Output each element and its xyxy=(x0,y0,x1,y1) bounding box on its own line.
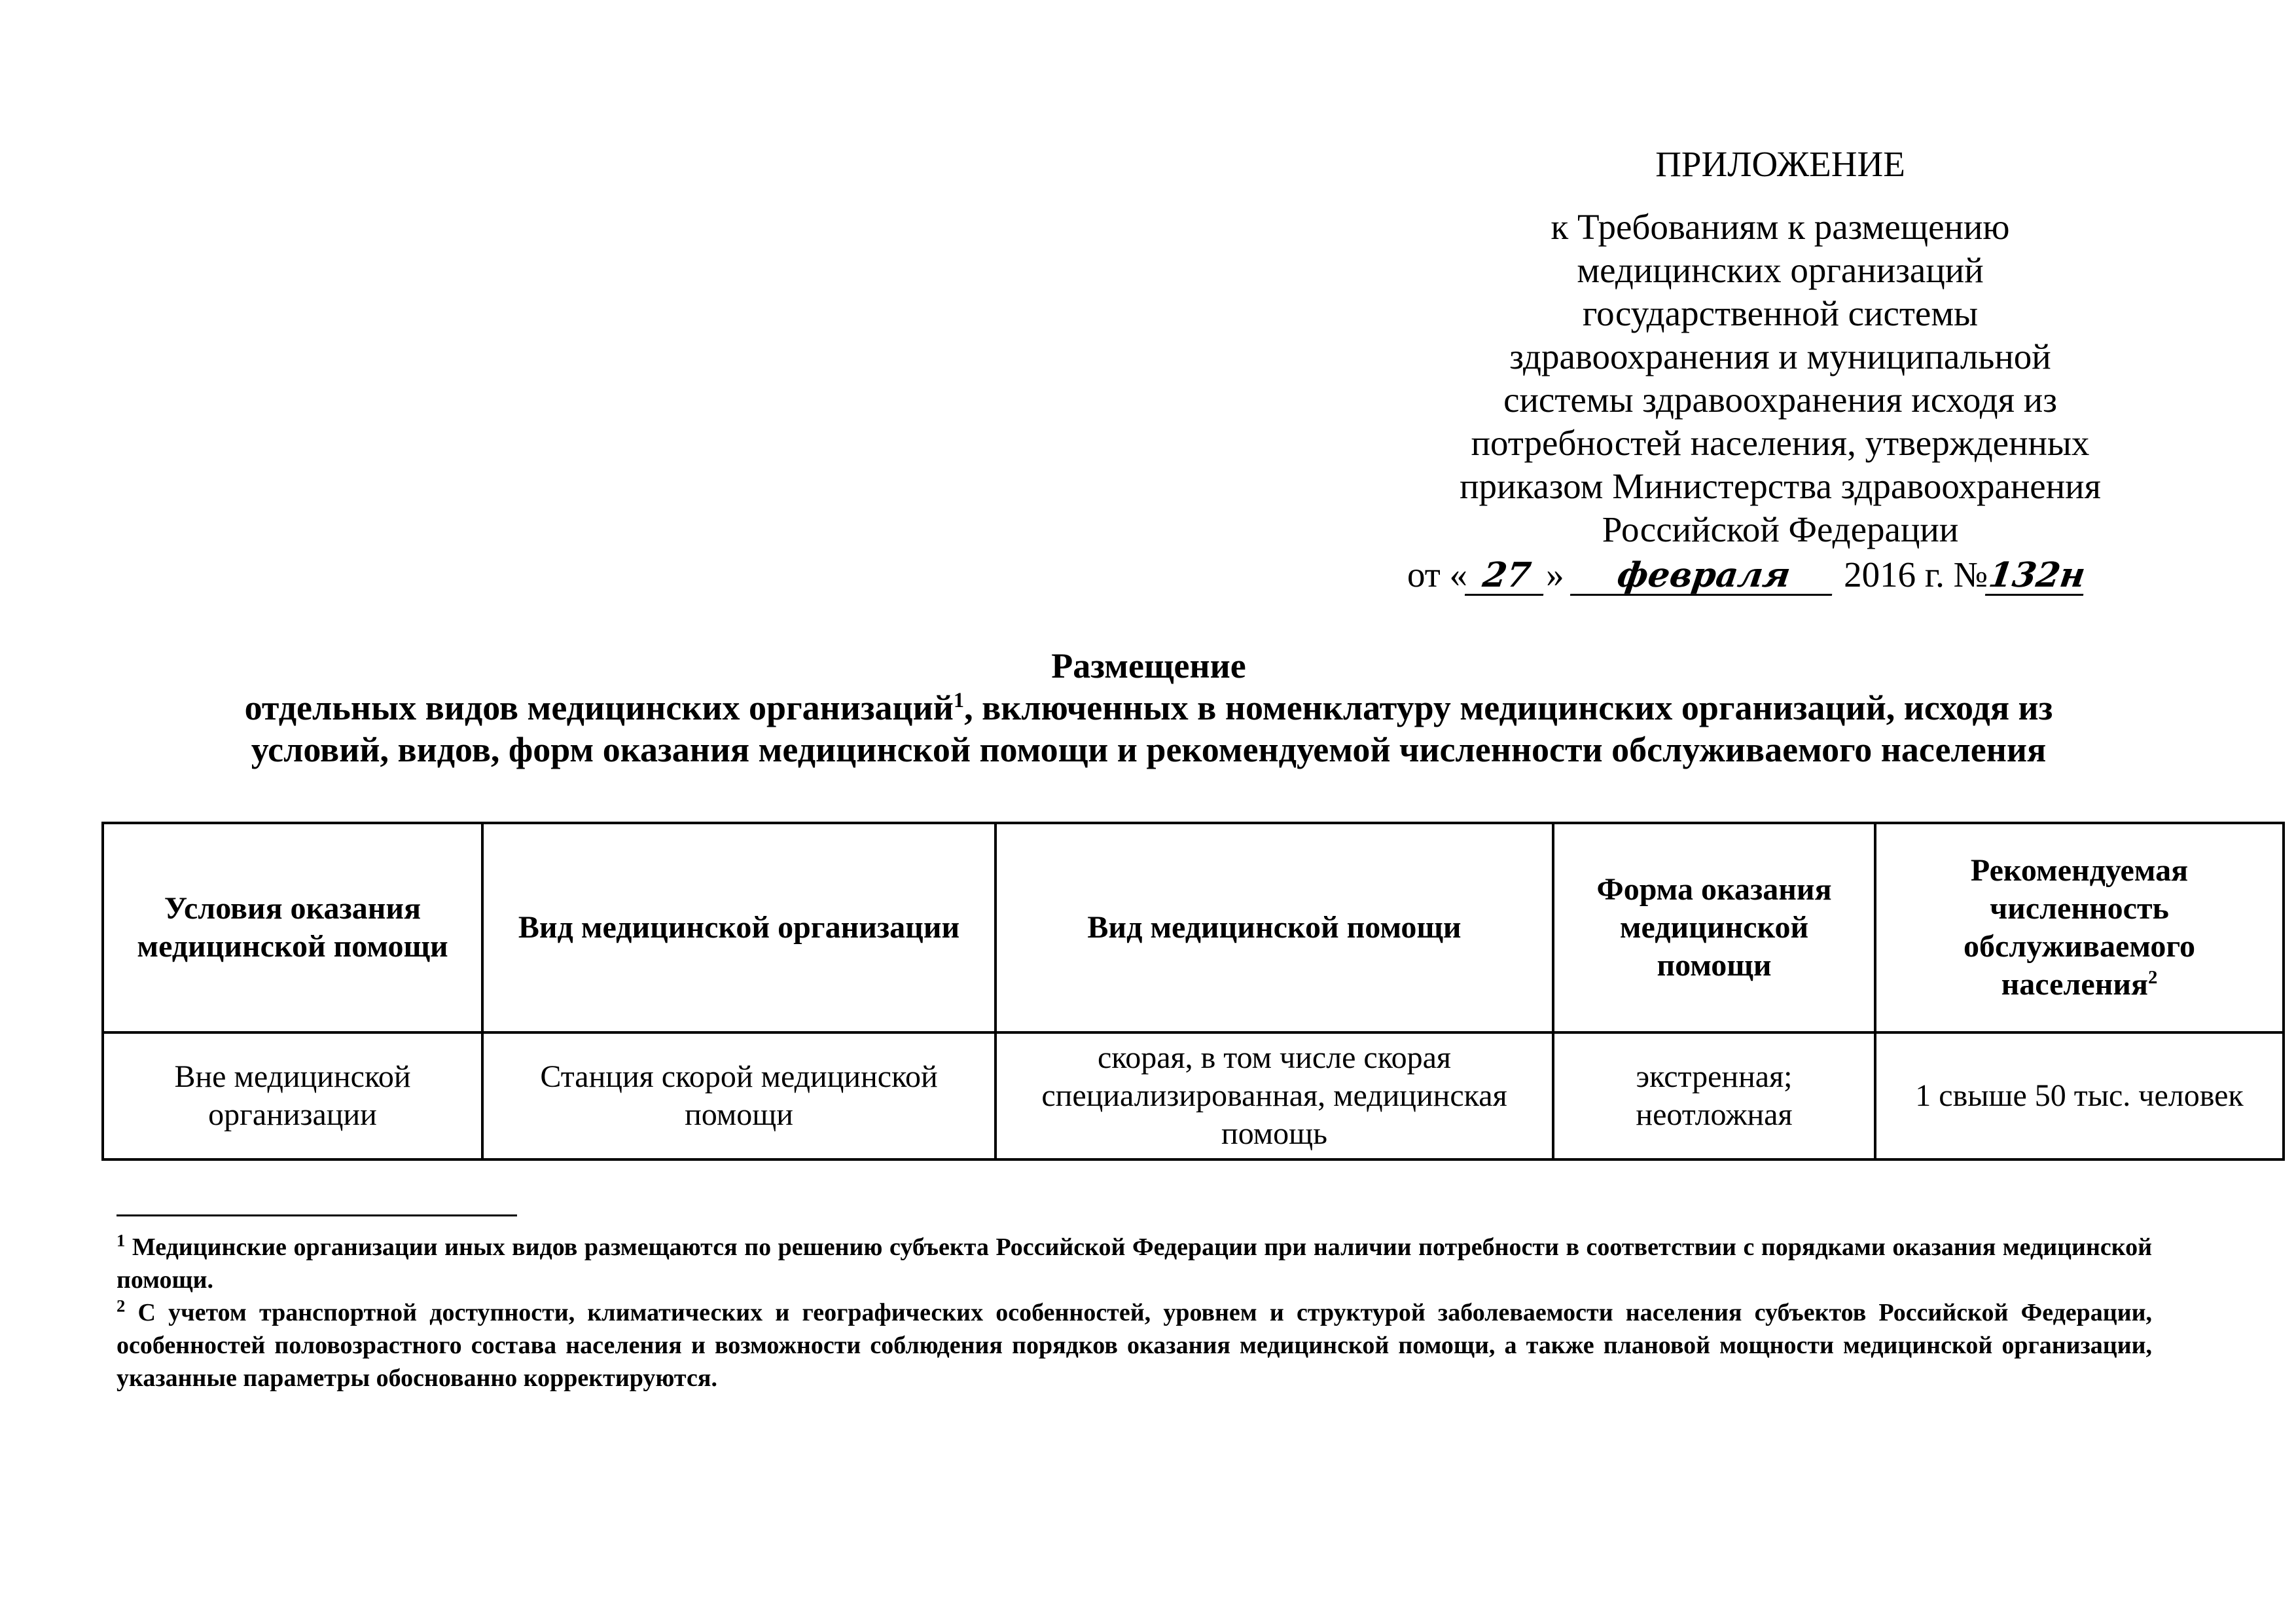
header-care-form: Форма оказания медицинской помощи xyxy=(1553,823,1875,1032)
footnote-1 xyxy=(117,1231,2152,1296)
footnote-ref-2: 2 xyxy=(2147,967,2158,988)
appendix-line: здравоохранения и муниципальной xyxy=(1509,337,2051,376)
footnote-2 xyxy=(117,1296,2152,1395)
appendix-line: потребностей населения, утвержденных xyxy=(1471,423,2090,463)
cell-recommended-population: 1 свыше 50 тыс. человек xyxy=(1875,1032,2284,1159)
placement-table xyxy=(101,822,2285,1161)
cell-care-type: скорая, в том числе скорая специализированная, медицинская помощь xyxy=(996,1032,1553,1159)
order-month-handwritten: февраля xyxy=(1570,557,1837,596)
order-prefix: от « xyxy=(1407,555,1468,594)
header-conditions: Условия оказания медицинской помощи xyxy=(103,823,482,1032)
header-recommended-population xyxy=(1875,823,2284,1032)
footnote-2-text: С учетом транспортной доступности, климатических и географических особенностей, уровнем и структурой заболеваемости населения субъектов Российской Федерации, особенностей половозрастного состава населения и возможности соблюдения порядков оказания медицинской помощи, а также плановой мощности медицинской организации, указанные параметры обоснованно корректируются. xyxy=(117,1299,2152,1392)
appendix-line: Российской Федерации xyxy=(1602,509,1959,549)
appendix-header xyxy=(1401,143,2160,551)
order-quote-close: » xyxy=(1546,555,1564,594)
document-title xyxy=(98,645,2199,771)
cell-organization-type: Станция скорой медицинской помощи xyxy=(482,1032,996,1159)
appendix-line: к Требованиям к размещению xyxy=(1551,207,2010,247)
cell-conditions: Вне медицинской организации xyxy=(103,1032,482,1159)
appendix-title: ПРИЛОЖЕНИЕ xyxy=(1655,144,1905,184)
order-day-handwritten: 27 xyxy=(1465,557,1549,596)
title-line-2 xyxy=(98,687,2199,729)
title-line-2-part-b: , включенных в номенклатуру медицинских организаций, исходя из xyxy=(964,688,2053,727)
table-row xyxy=(103,1032,2284,1159)
order-year: 2016 г. № xyxy=(1844,555,1988,594)
appendix-line: приказом Министерства здравоохранения xyxy=(1460,466,2101,506)
footnote-mark-1: 1 xyxy=(117,1230,126,1250)
appendix-line: государственной системы xyxy=(1582,293,1979,333)
footnote-ref-1: 1 xyxy=(953,689,965,712)
order-reference xyxy=(1407,553,2166,596)
footnote-1-text: Медицинские организации иных видов размещаются по решению субъекта Российской Федерации при наличии потребности в соответствии с порядками оказания медицинской помощи. xyxy=(117,1233,2153,1294)
header-care-type: Вид медицинской помощи xyxy=(996,823,1553,1032)
header-organization-type: Вид медицинской организации xyxy=(482,823,996,1032)
appendix-line: медицинских организаций xyxy=(1577,250,1984,290)
title-line-3: условий, видов, форм оказания медицинской помощи и рекомендуемой численности обслуживаемого населения xyxy=(251,730,2047,769)
footnote-divider xyxy=(117,1214,517,1216)
title-line-2-part-a: отдельных видов медицинских организаций xyxy=(244,688,954,727)
table-header-row xyxy=(103,823,2284,1032)
cell-care-form: экстренная; неотложная xyxy=(1553,1032,1875,1159)
order-number-handwritten: 132н xyxy=(1986,555,2088,595)
footnote-mark-2: 2 xyxy=(117,1296,126,1316)
footnotes xyxy=(117,1231,2152,1395)
appendix-line: системы здравоохранения исходя из xyxy=(1503,380,2057,420)
header-recommended-population-text: Рекомендуемая численность обслуживаемого населения xyxy=(1964,853,2195,1002)
title-line-1: Размещение xyxy=(1051,646,1246,685)
